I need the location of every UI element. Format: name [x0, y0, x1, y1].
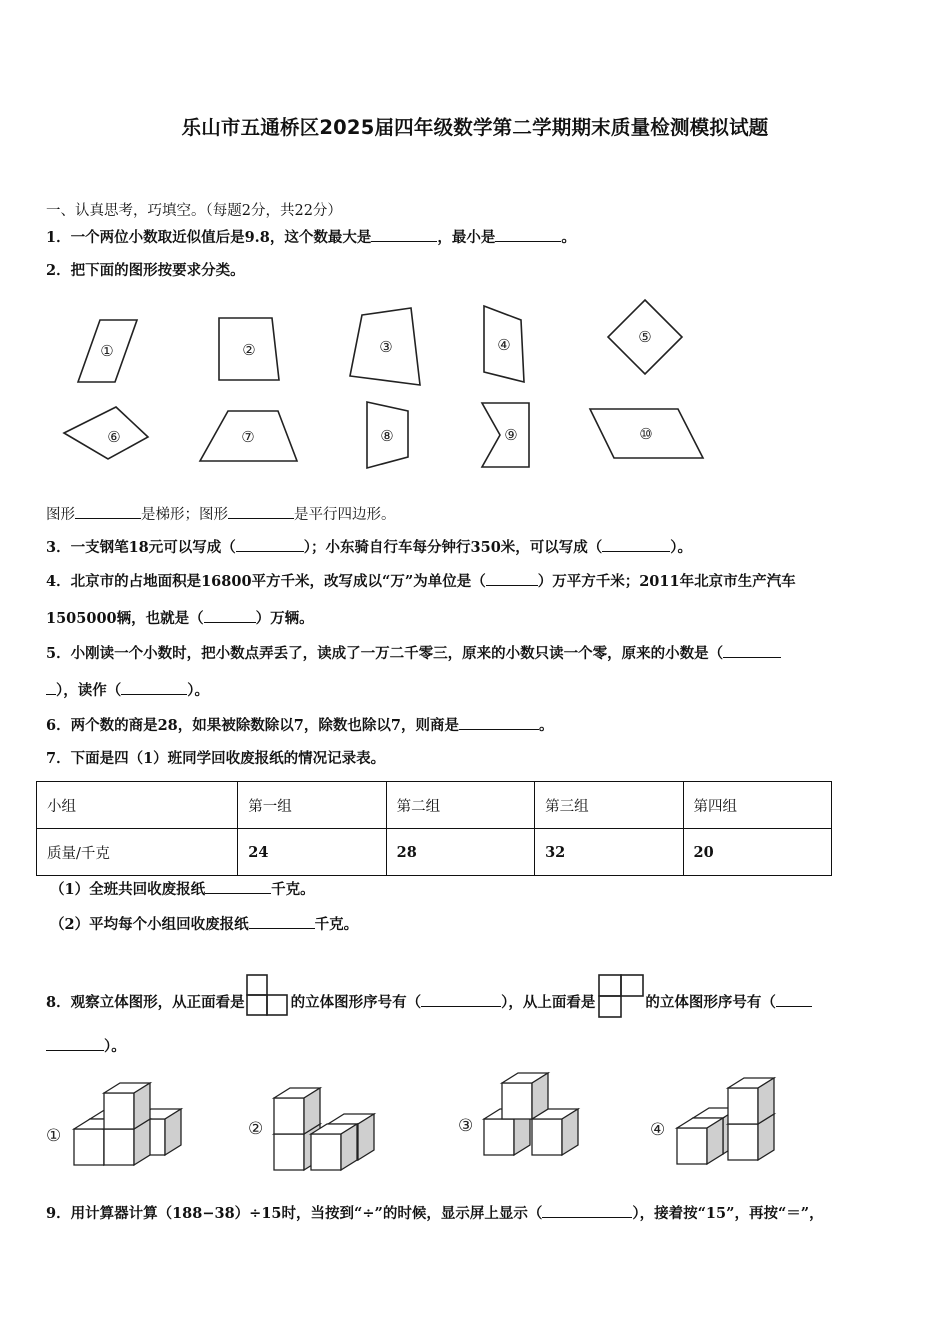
shape-label: ② [242, 341, 256, 359]
question-1: 1．一个两位小数取近似值后是9.8，这个数最大是 ，最小是 。 [46, 229, 576, 246]
shape-label: ⑧ [380, 427, 394, 445]
cube-figure-2 [274, 1088, 374, 1170]
question-5-line1: 5．小刚读一个小数时，把小数点弄丢了，读成了一万二千零三，原来的小数只读一个零，原来的小数是（ [46, 643, 781, 664]
question-8-line1: 8．观察立体图形，从正面看是 的立体图形序号有（ ），从上面看是 的立体图形序号有（ [46, 973, 812, 1019]
shape-label: ⑥ [107, 428, 121, 446]
table-cell: 24 [238, 829, 386, 876]
table-row [37, 829, 832, 876]
page-title: 乐山市五通桥区2025届四年级数学第二学期期末质量检测模拟试题 [181, 116, 769, 139]
shape-label: ⑤ [638, 328, 652, 346]
question-7-part-1: （1）全班共回收废报纸 千克。 [50, 881, 315, 898]
question-6: 6．两个数的商是28，如果被除数除以7，除数也除以7，则商是 。 [46, 717, 554, 734]
shape-label: ⑦ [241, 428, 255, 446]
shape-label: ③ [379, 338, 393, 356]
table-cell: 质量/千克 [37, 829, 238, 876]
question-7-part-2: （2）平均每个小组回收废报纸 千克。 [50, 916, 359, 933]
table-cell: 第四组 [683, 782, 831, 829]
table-cell: 第三组 [535, 782, 683, 829]
cube-figure-4 [677, 1078, 774, 1164]
front-view-icon [245, 973, 291, 1017]
question-4-line2: 1505000辆，也就是（ ）万辆。 [46, 610, 314, 627]
table-cell: 32 [535, 829, 683, 876]
shape-label: ④ [497, 336, 511, 354]
question-4-line1: 4．北京市的占地面积是16800平方千米，改写成以“万”为单位是（ ）万平方千米；2011年北京市生产汽车 [46, 573, 796, 590]
question-9: 9．用计算器计算（188−38）÷15时，当按到“÷”的时候，显示屏上显示（ ），接着按“15”，再按“＝”， [46, 1205, 824, 1222]
cube-label: ② [248, 1119, 264, 1139]
shapes-figure [0, 290, 950, 490]
cubes-figure [0, 1066, 950, 1176]
cube-label: ④ [650, 1120, 666, 1140]
question-2: 2．把下面的图形按要求分类。 [46, 262, 245, 279]
table-cell: 第二组 [386, 782, 534, 829]
question-5-line2: ），读作（ ）。 [46, 680, 209, 701]
top-view-icon [595, 973, 645, 1019]
cube-figure-1 [74, 1083, 181, 1165]
shape-label: ⑨ [504, 426, 518, 444]
question-7: 7．下面是四（1）班同学回收废报纸的情况记录表。 [46, 750, 386, 767]
section-heading: 一、认真思考，巧填空。（每题2分，共22分） [46, 203, 342, 219]
table-cell: 小组 [37, 782, 238, 829]
shape-6 [64, 407, 148, 459]
table-cell: 20 [683, 829, 831, 876]
question-2-answer: 图形 是梯形；图形 是平行四边形。 [46, 504, 396, 525]
cube-figure-3 [484, 1073, 578, 1155]
question-8-line2: ）。 [46, 1036, 126, 1057]
cube-label: ③ [458, 1116, 474, 1136]
shape-label: ① [100, 342, 114, 360]
table-cell: 第一组 [238, 782, 386, 829]
record-table [36, 781, 832, 876]
table-row [37, 782, 832, 829]
question-3: 3．一支钢笔18元可以写成（ ）；小东骑自行车每分钟行350米，可以写成（ ）。 [46, 539, 693, 556]
cube-label: ① [46, 1126, 62, 1146]
shape-label: ⑩ [639, 425, 653, 443]
table-cell: 28 [386, 829, 534, 876]
